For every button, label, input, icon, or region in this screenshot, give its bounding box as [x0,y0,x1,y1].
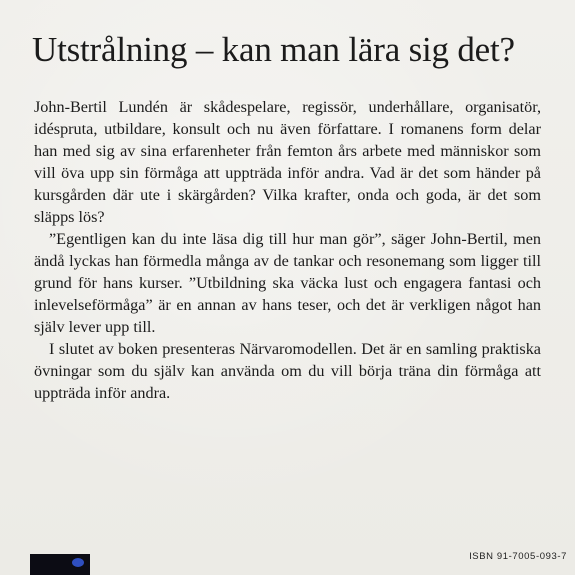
blurb-paragraph-3: I slutet av boken presenteras Närvaromodellen. Det är en samling praktiska övningar som du själv kan använda om du vill börja träna din förmåga att uppträda inför andra. [34,340,541,402]
blurb-paragraph-1: John-Bertil Lundén är skådespelare, regissör, underhållare, organisatör, idéspruta, utbildare, konsult och nu även författare. I romanens form delar han med sig av sina erfarenheter från femton års arbete med människor som vill öva upp sin förmåga att uppträda inför andra. Vad är det som händer på kursgården där ute i skärgården? Vilka krafter, onda och goda, är det som släpps lös? [34,98,541,226]
blurb-paragraph-2: ”Egentligen kan du inte läsa dig till hur man gör”, säger John-Bertil, men ändå lyckas han förmedla många av de tankar och resonemang som ligger till grund för hans kurser. ”Utbildning ska väcka lust och engagera fantasi och inlevelseförmåga” är en annan av hans teser, och det är verkligen något han själv lever upp till. [34,230,541,336]
isbn-number: ISBN 91-7005-093-7 [469,551,567,562]
blurb-text [34,96,541,404]
cover-image-fragment [30,554,90,575]
cover-title: Utstrålning – kan man lära sig det? [32,30,515,69]
cover-image-spot [72,558,84,567]
